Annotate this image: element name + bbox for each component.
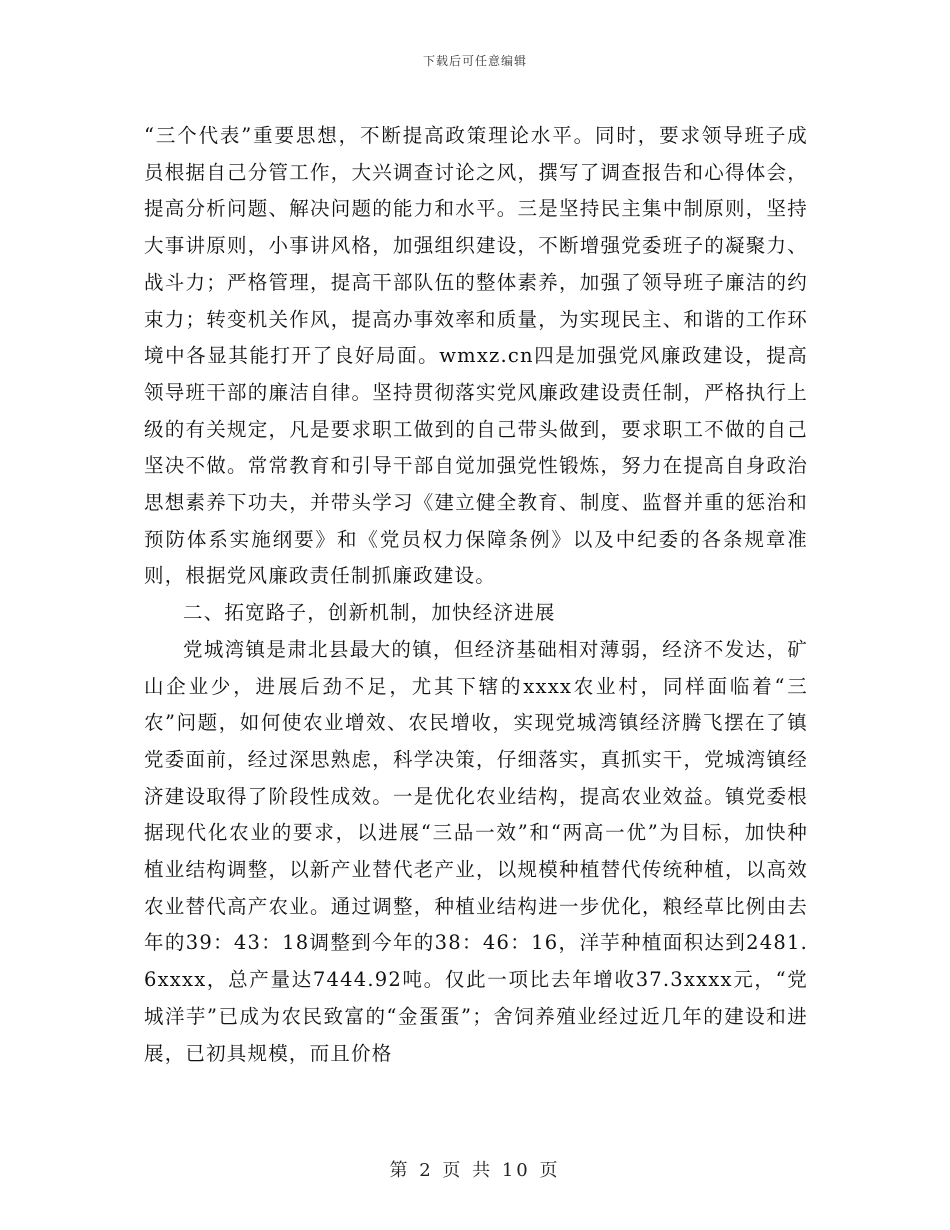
body-paragraph: “三个代表”重要思想，不断提高政策理论水平。同时，要求领导班子成员根据自己分管工作，大兴调查讨论之风，撰写了调查报告和心得体会，提高分析问题、解决问题的能力和水平。三是坚持民主集中制原则，坚持大事讲原则，小事讲风格，加强组织建设，不断增强党委班子的凝聚力、战斗力；严格管理，提高干部队伍的整体素养，加强了领导班子廉洁的约束力；转变机关作风，提高办事效率和质量，为实现民主、和谐的工作环境中各显其能打开了良好局面。wmxz.cn四是加强党风廉政建设，提高领导班干部的廉洁自律。坚持贯彻落实党风廉政建设责任制，严格执行上级的有关规定，凡是要求职工做到的自己带头做到，要求职工不做的自己坚决不做。常常教育和引导干部自觉加强党性锻炼，努力在提高自身政治思想素养下功夫，并带头学习《建立健全教育、制度、监督并重的惩治和预防体系实施纲要》和《党员权力保障条例》以及中纪委的各条规章准则，根据党风廉政责任制抓廉政建设。: [144, 124, 808, 588]
body-paragraph: 党城湾镇是肃北县最大的镇，但经济基础相对薄弱，经济不发达，矿山企业少，进展后劲不足，尤其下辖的xxxx农业村，同样面临着“三农”问题，如何使农业增效、农民增收，实现党城湾镇经济腾飞摆在了镇党委面前，经过深思熟虑，科学决策，仔细落实，真抓实干，党城湾镇经济建设取得了阶段性成效。一是优化农业结构，提高农业效益。镇党委根据现代化农业的要求，以进展“三品一效”和“两高一优”为目标，加快种植业结构调整，以新产业替代老产业，以规模种植替代传统种植，以高效农业替代高产农业。通过调整，种植业结构进一步优化，粮经草比例由去年的39：43：18调整到今年的38：46：16，洋芋种植面积达到2481.6xxxx，总产量达7444.92吨。仅此一项比去年增收37.3xxxx元，“党城洋芋”已成为农民致富的“金蛋蛋”；舍饲养殖业经过近几年的建设和进展，已初具规模，而且价格: [144, 637, 808, 1065]
section-heading: 二、拓宽路子，创新机制，加快经济进展: [183, 601, 556, 625]
document-body: [144, 118, 808, 1072]
page-number: 第 2 页 共 10 页: [389, 1160, 561, 1181]
header-note: 下载后可任意编辑: [422, 54, 527, 68]
